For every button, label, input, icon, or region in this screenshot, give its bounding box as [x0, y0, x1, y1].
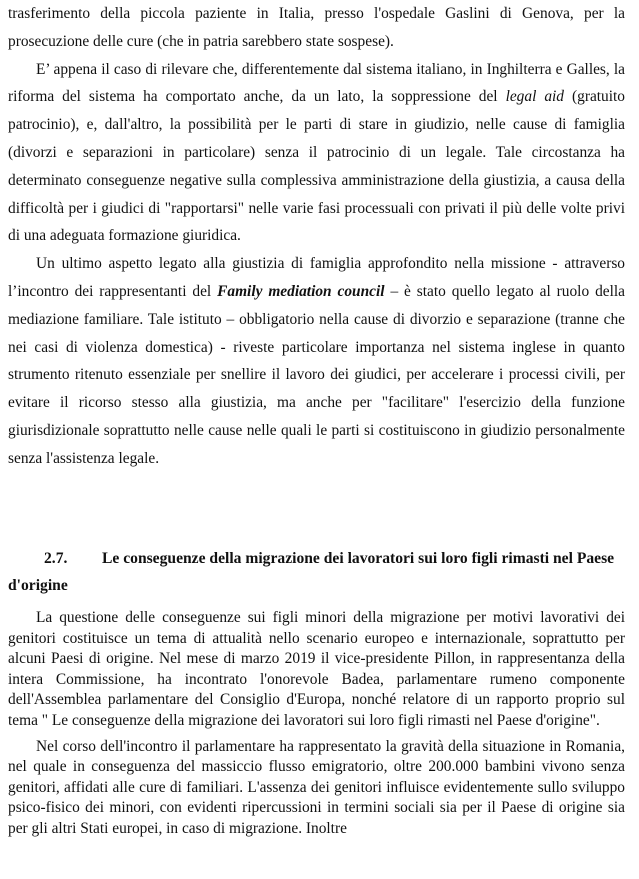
paragraph-continuation-line-2: prosecuzione delle cure (che in patria sarebbero state sospese).: [8, 32, 394, 50]
paragraph-mediation-text-2: – è stato quello legato al ruolo della mediazione familiare. Tale istituto – obbligatorio nella cause di divorzio e separazione (tranne che nei casi di violenza domestica) - riveste particolare importanza nel sistema inglese in quanto strumento ritenuto essenziale per snellire il lavoro dei giudici, per accelerare i processi civili, per evitare il ricorso stesso alla giustizia, ma anche per "facilitare" l'esercizio della funzione giurisdizionale soprattutto nelle cause nelle quali le parti si costituiscono in giudizio personalmente senza l'assistenza legale.: [8, 282, 625, 467]
paragraph-mediation-text-1: Un ultimo aspetto legato alla giustizia di famiglia approfondito nella missione - attraverso l’incontro dei rappresentanti del: [8, 255, 625, 300]
paragraph-migration-intro: La questione delle conseguenze sui figli minori della migrazione per motivi lavorativi dei genitori costituisce un tema di attualità nello scenario europeo e internazionale, soprattutto per alcuni Paesi di origine. Nel mese di marzo 2019 il vice-presidente Pillon, in rappresentanza della intera Commissione, ha incontrato l'onorevole Badea, parlamentare rumeno componente dell'Assemblea parlamentare del Consiglio d'Europa, nonché relatore di un rapporto proprio sul tema " Le conseguenze della migrazione dei lavoratori sui loro figli rimasti nel Paese d'origine".: [8, 609, 625, 729]
paragraph-legal-aid-text-1: E’ appena il caso di rilevare che, differentemente dal sistema italiano, in Inghilterra e Galles, la riforma del sistema ha comportato anche, da un lato, la soppressione del: [8, 60, 625, 106]
paragraph-migration-romania: Nel corso dell'incontro il parlamentare ha rappresentato la gravità della situazione in Romania, nel quale in conseguenza del massiccio flusso emigratorio, oltre 200.000 bambini vivono senza genitori, affidati alle cure di familiari. L'assenza dei genitori influisce evidentemente sullo sviluppo psico-fisico dei minori, con evidenti ripercussioni in termini sociali sia per il Paese di origine sia per gli altri Stati europei, in caso di migrazione. Inoltre: [8, 737, 625, 837]
section-number: 2.7.: [44, 550, 68, 567]
paragraph-continuation: [8, 0, 625, 56]
document-page: [8, 0, 625, 837]
document-body-top: [8, 0, 625, 473]
paragraph-legal-aid: [8, 56, 625, 251]
document-body-section: [8, 608, 625, 840]
paragraph-legal-aid-text-2: (gratuito patrocinio), e, dall'altro, la possibilità per le parti di stare in giudizio, nelle cause di famiglia (divorzi e separazioni in particolare) senza il patrocinio di un legale. Tale circostanza ha determinato conseguenze negative sulla complessiva amministrazione della giustizia, a causa della difficoltà per i giudici di "rapportarsi" nelle varie fasi processuali con privati il più delle volte privi di una adeguata formazione giuridica.: [8, 88, 625, 245]
paragraph-continuation-line-1: trasferimento della piccola paziente in Italia, presso l'ospedale Gaslini di Genova, per la: [8, 5, 625, 22]
section-heading: [8, 545, 625, 599]
paragraph-family-mediation: [8, 250, 625, 472]
legal-aid-term: legal aid: [505, 88, 565, 106]
section-title: Le conseguenze della migrazione dei lavoratori sui loro figli rimasti nel Paese d'origine: [8, 550, 615, 594]
family-mediation-council-term: Family mediation council: [217, 282, 385, 300]
